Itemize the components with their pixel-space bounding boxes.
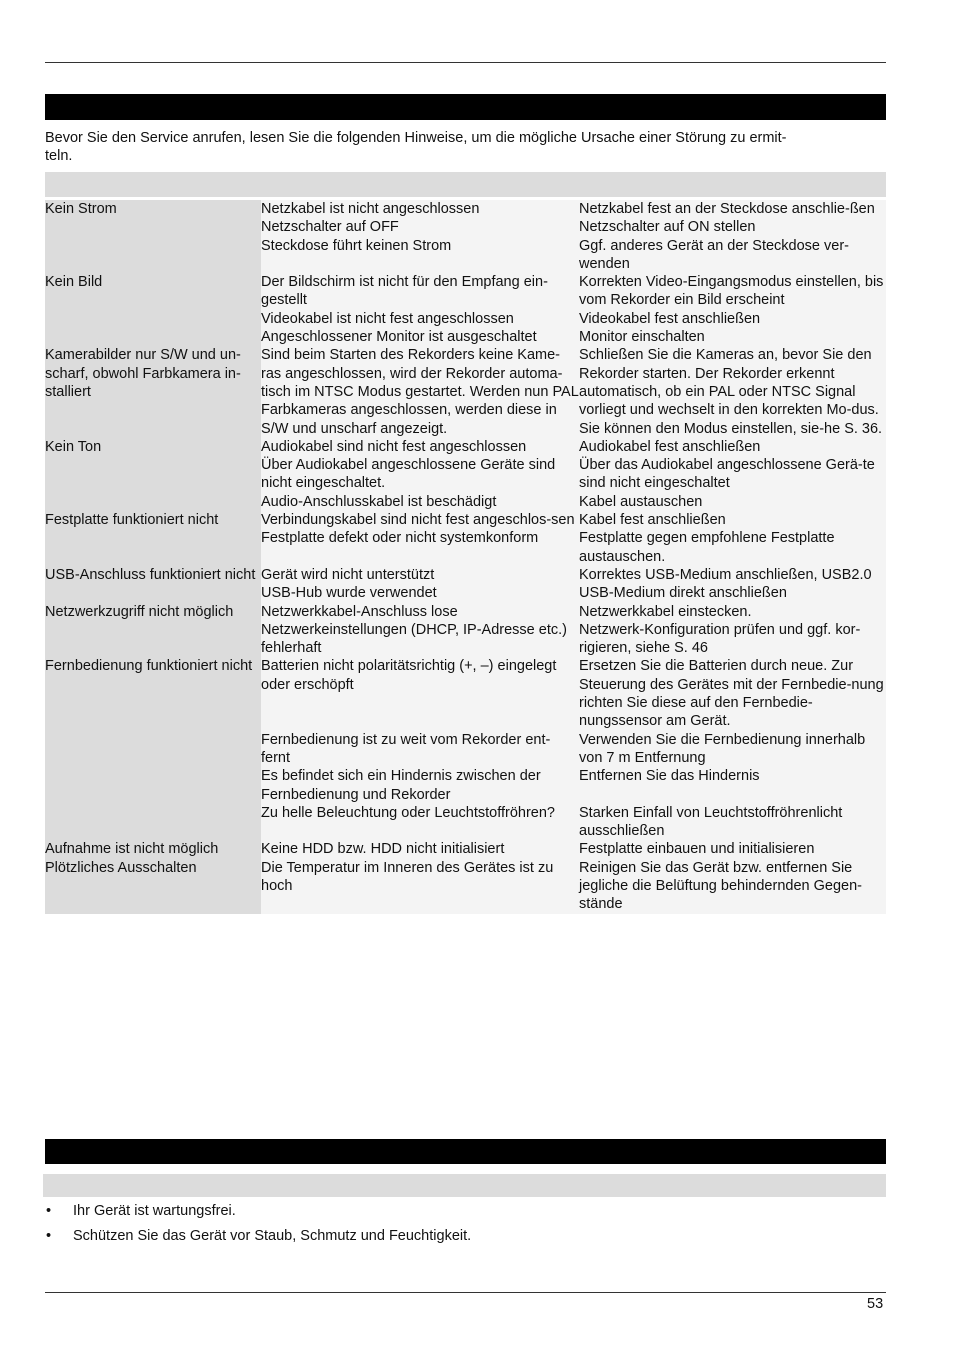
fix-cell: Über das Audiokabel angeschlossene Gerä-te sind nicht eingeschaltet	[579, 456, 886, 493]
cause-cell: Über Audiokabel angeschlossene Geräte sind nicht eingeschaltet.	[261, 456, 579, 493]
fix-cell: Verwenden Sie die Fernbedienung innerhalb von 7 m Entfernung	[579, 731, 886, 768]
cause-cell: Netzkabel ist nicht angeschlossen	[261, 200, 579, 218]
intro-line-1: Bevor Sie den Service anrufen, lesen Sie die folgenden Hinweise, um die mögliche Ursache einer Störung zu ermit-	[45, 130, 787, 146]
table-row	[45, 859, 886, 914]
cause-cell: Festplatte defekt oder nicht systemkonform	[261, 529, 579, 566]
table-header-row	[45, 172, 886, 197]
table-row	[45, 511, 886, 529]
section-header-bar-troubleshooting	[45, 94, 886, 120]
list-item	[45, 1202, 471, 1227]
table-row	[45, 566, 886, 584]
cause-cell: Der Bildschirm ist nicht für den Empfang ein-gestellt	[261, 273, 579, 310]
cause-cell: Audiokabel sind nicht fest angeschlossen	[261, 438, 579, 456]
table-header-cell-fix	[579, 172, 886, 197]
fix-cell: Monitor einschalten	[579, 328, 886, 346]
cause-cell: Sind beim Starten des Rekorders keine Kame-ras angeschlossen, wird der Rekorder automa-tisch im NTSC Modus gestartet. Werden nun PAL Farbkameras angeschlossen, werden diese in S/W und unscharf angezeigt.	[261, 347, 579, 437]
table-header-cell-problem	[45, 172, 261, 197]
maintenance-subheader	[43, 1174, 886, 1197]
cause-cell: Gerät wird nicht unterstützt	[261, 566, 579, 584]
table-header-cell-cause	[261, 172, 579, 197]
problem-cell: USB-Anschluss funktioniert nicht	[45, 566, 261, 603]
table-row	[45, 438, 886, 456]
fix-cell: Festplatte einbauen und initialisieren	[579, 840, 886, 858]
cause-cell: Netzwerkeinstellungen (DHCP, IP-Adresse etc.) fehlerhaft	[261, 621, 579, 658]
problem-cell: Fernbedienung funktioniert nicht	[45, 657, 261, 840]
cause-cell: Es befindet sich ein Hindernis zwischen der Fernbedienung und Rekorder	[261, 767, 579, 804]
section-header-bar-maintenance	[45, 1139, 886, 1164]
table-row	[45, 346, 886, 437]
intro-line-2: teln.	[45, 148, 73, 165]
problem-cell: Netzwerkzugriff nicht möglich	[45, 603, 261, 658]
fix-cell: Ersetzen Sie die Batterien durch neue. Zur Steuerung des Gerätes mit der Fernbedie-nung richten Sie diese auf den Fernbedie-nungssensor am Gerät.	[579, 657, 886, 730]
cause-cell: Netzwerkkabel-Anschluss lose	[261, 603, 579, 621]
table-row	[45, 603, 886, 621]
fix-cell: Ggf. anderes Gerät an der Steckdose ver-wenden	[579, 237, 886, 274]
table-row	[45, 657, 886, 730]
list-item	[45, 1227, 471, 1252]
cause-cell: Batterien nicht polaritätsrichtig (+, –) eingelegt oder erschöpft	[261, 657, 579, 730]
fix-cell: Korrektes USB-Medium anschließen, USB2.0	[579, 566, 886, 584]
bottom-rule	[45, 1292, 886, 1293]
tip-text: Schützen Sie das Gerät vor Staub, Schmutz und Feuchtigkeit.	[73, 1228, 472, 1244]
problem-cell: Kein Bild	[45, 273, 261, 346]
cause-cell: Fernbedienung ist zu weit vom Rekorder ent-fernt	[261, 731, 579, 768]
fix-cell: Videokabel fest anschließen	[579, 310, 886, 328]
cause-cell: Steckdose führt keinen Strom	[261, 237, 579, 274]
cause-cell: Die Temperatur im Inneren des Gerätes ist zu hoch	[261, 859, 579, 914]
tip-text: Ihr Gerät ist wartungsfrei.	[73, 1203, 236, 1219]
fix-cell: Starken Einfall von Leuchtstoffröhrenlicht ausschließen	[579, 804, 886, 841]
table-row	[45, 840, 886, 858]
table-row	[45, 273, 886, 310]
problem-cell: Kein Strom	[45, 200, 261, 273]
cause-cell: Videokabel ist nicht fest angeschlossen	[261, 310, 579, 328]
fix-cell: Netzkabel fest an der Steckdose anschlie-ßen	[579, 200, 886, 218]
fix-cell: Entfernen Sie das Hindernis	[579, 767, 886, 804]
fix-cell: Kabel fest anschließen	[579, 511, 886, 529]
table-row	[45, 200, 886, 218]
cause-cell: Angeschlossener Monitor ist ausgeschaltet	[261, 328, 579, 346]
fix-cell: Korrekten Video-Eingangsmodus einstellen, bis vom Rekorder ein Bild erscheint	[579, 273, 886, 310]
troubleshooting-table	[45, 172, 886, 914]
fix-cell: Audiokabel fest anschließen	[579, 438, 886, 456]
maintenance-tips-list	[45, 1202, 471, 1252]
problem-cell: Plötzliches Ausschalten	[45, 859, 261, 914]
problem-cell: Kein Ton	[45, 438, 261, 511]
fix-cell: Netzwerk-Konfiguration prüfen und ggf. kor-rigieren, siehe S. 46	[579, 621, 886, 658]
top-rule	[45, 62, 886, 63]
fix-cell: Festplatte gegen empfohlene Festplatte austauschen.	[579, 529, 886, 566]
intro-paragraph	[45, 129, 880, 166]
cause-cell: USB-Hub wurde verwendet	[261, 584, 579, 602]
problem-cell: Aufnahme ist nicht möglich	[45, 840, 261, 858]
cause-cell: Netzschalter auf OFF	[261, 218, 579, 236]
problem-cell: Kamerabilder nur S/W und un-scharf, obwohl Farbkamera in-stalliert	[45, 346, 261, 437]
fix-cell: Netzwerkkabel einstecken.	[579, 603, 886, 621]
page-number: 53	[867, 1296, 884, 1312]
fix-cell: USB-Medium direkt anschließen	[579, 584, 886, 602]
fix-cell: Schließen Sie die Kameras an, bevor Sie den Rekorder starten. Der Rekorder erkennt automatisch, ob ein PAL oder NTSC Signal vorliegt und wechselt in den korrekten Mo-dus. Sie können den Modus einstellen, sie-he S. 36.	[579, 346, 886, 437]
fix-cell: Kabel austauschen	[579, 493, 886, 511]
cause-cell: Zu helle Beleuchtung oder Leuchtstoffröhren?	[261, 804, 579, 841]
cause-cell: Audio-Anschlusskabel ist beschädigt	[261, 493, 579, 511]
cause-cell: Keine HDD bzw. HDD nicht initialisiert	[261, 840, 579, 858]
problem-cell: Festplatte funktioniert nicht	[45, 511, 261, 566]
cause-cell: Verbindungskabel sind nicht fest angeschlos-sen	[261, 511, 579, 529]
fix-cell: Netzschalter auf ON stellen	[579, 218, 886, 236]
fix-cell: Reinigen Sie das Gerät bzw. entfernen Sie jegliche die Belüftung behindernden Gegen-stände	[579, 859, 886, 914]
